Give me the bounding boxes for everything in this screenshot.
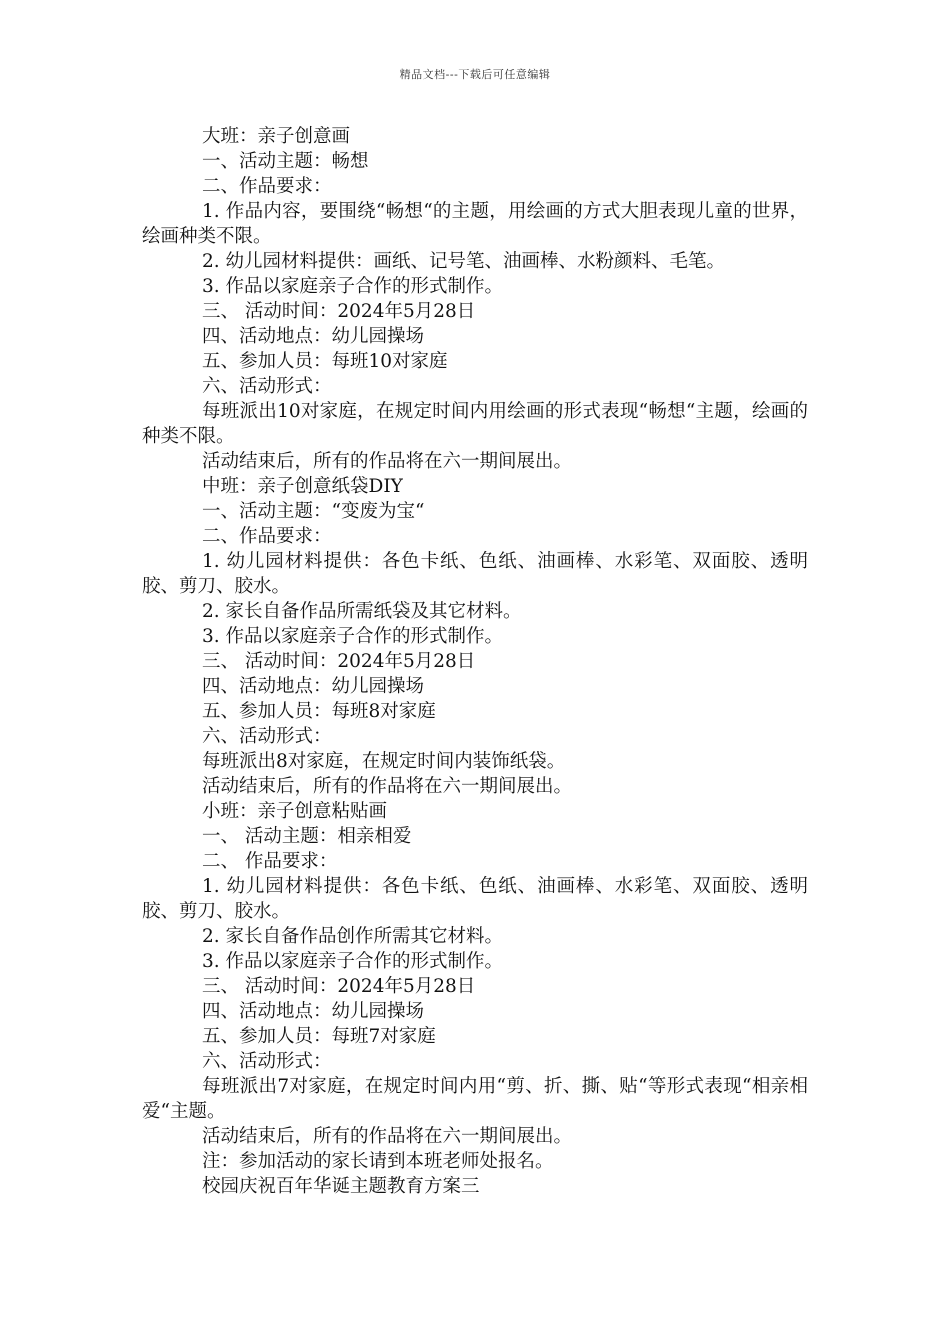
exhibition-note: 活动结束后，所有的作品将在六一期间展出。 (202, 451, 573, 472)
section-title-small-class: 小班：亲子创意粘贴画 (202, 801, 388, 822)
requirement-item: 1. 作品内容，要围绕“畅想“的主题，用绘画的方式大胆表现儿童的世界，绘画种类不限。 (142, 201, 808, 247)
activity-format-heading: 六、活动形式： (202, 1051, 332, 1072)
exhibition-note: 活动结束后，所有的作品将在六一期间展出。 (202, 1126, 573, 1147)
activity-theme: 一、活动主题：“变废为宝“ (202, 501, 425, 522)
exhibition-note: 活动结束后，所有的作品将在六一期间展出。 (202, 776, 573, 797)
participants: 五、参加人员：每班8对家庭 (202, 701, 436, 722)
activity-location: 四、活动地点：幼儿园操场 (202, 676, 425, 697)
work-requirements-heading: 二、作品要求： (202, 176, 332, 197)
requirement-item: 2. 家长自备作品所需纸袋及其它材料。 (202, 601, 522, 622)
activity-time: 三、 活动时间：2024年5月28日 (202, 301, 476, 322)
activity-theme: 一、活动主题：畅想 (202, 151, 369, 172)
activity-location: 四、活动地点：幼儿园操场 (202, 1001, 425, 1022)
requirement-item: 3. 作品以家庭亲子合作的形式制作。 (202, 276, 504, 297)
requirement-item: 1. 幼儿园材料提供：各色卡纸、色纸、油画棒、水彩笔、双面胶、透明胶、剪刀、胶水。 (142, 551, 808, 597)
requirement-item: 2. 幼儿园材料提供：画纸、记号笔、油画棒、水粉颜料、毛笔。 (202, 251, 726, 272)
activity-format-text: 每班派出8对家庭，在规定时间内装饰纸袋。 (202, 751, 566, 772)
document-body (142, 124, 808, 1199)
next-section-title: 校园庆祝百年华诞主题教育方案三 (202, 1176, 480, 1197)
registration-note: 注：参加活动的家长请到本班老师处报名。 (202, 1151, 554, 1172)
section-title-large-class: 大班：亲子创意画 (202, 126, 351, 147)
requirement-item: 1. 幼儿园材料提供：各色卡纸、色纸、油画棒、水彩笔、双面胶、透明胶、剪刀、胶水。 (142, 876, 808, 922)
requirement-item: 2. 家长自备作品创作所需其它材料。 (202, 926, 504, 947)
activity-format-text: 每班派出7对家庭，在规定时间内用“剪、折、撕、贴“等形式表现“相亲相爱“主题。 (142, 1076, 808, 1122)
page-header: 精品文档---下载后可任意编辑 (399, 68, 551, 81)
activity-time: 三、 活动时间：2024年5月28日 (202, 976, 476, 997)
participants: 五、参加人员：每班7对家庭 (202, 1026, 436, 1047)
activity-format-text: 每班派出10对家庭，在规定时间内用绘画的形式表现“畅想“主题，绘画的种类不限。 (142, 401, 808, 447)
requirement-item: 3. 作品以家庭亲子合作的形式制作。 (202, 626, 504, 647)
activity-theme: 一、 活动主题：相亲相爱 (202, 826, 412, 847)
activity-format-heading: 六、活动形式： (202, 376, 332, 397)
activity-format-heading: 六、活动形式： (202, 726, 332, 747)
work-requirements-heading: 二、 作品要求： (202, 851, 338, 872)
activity-location: 四、活动地点：幼儿园操场 (202, 326, 425, 347)
requirement-item: 3. 作品以家庭亲子合作的形式制作。 (202, 951, 504, 972)
work-requirements-heading: 二、作品要求： (202, 526, 332, 547)
section-title-middle-class: 中班：亲子创意纸袋DIY (202, 476, 403, 497)
activity-time: 三、 活动时间：2024年5月28日 (202, 651, 476, 672)
participants: 五、参加人员：每班10对家庭 (202, 351, 448, 372)
